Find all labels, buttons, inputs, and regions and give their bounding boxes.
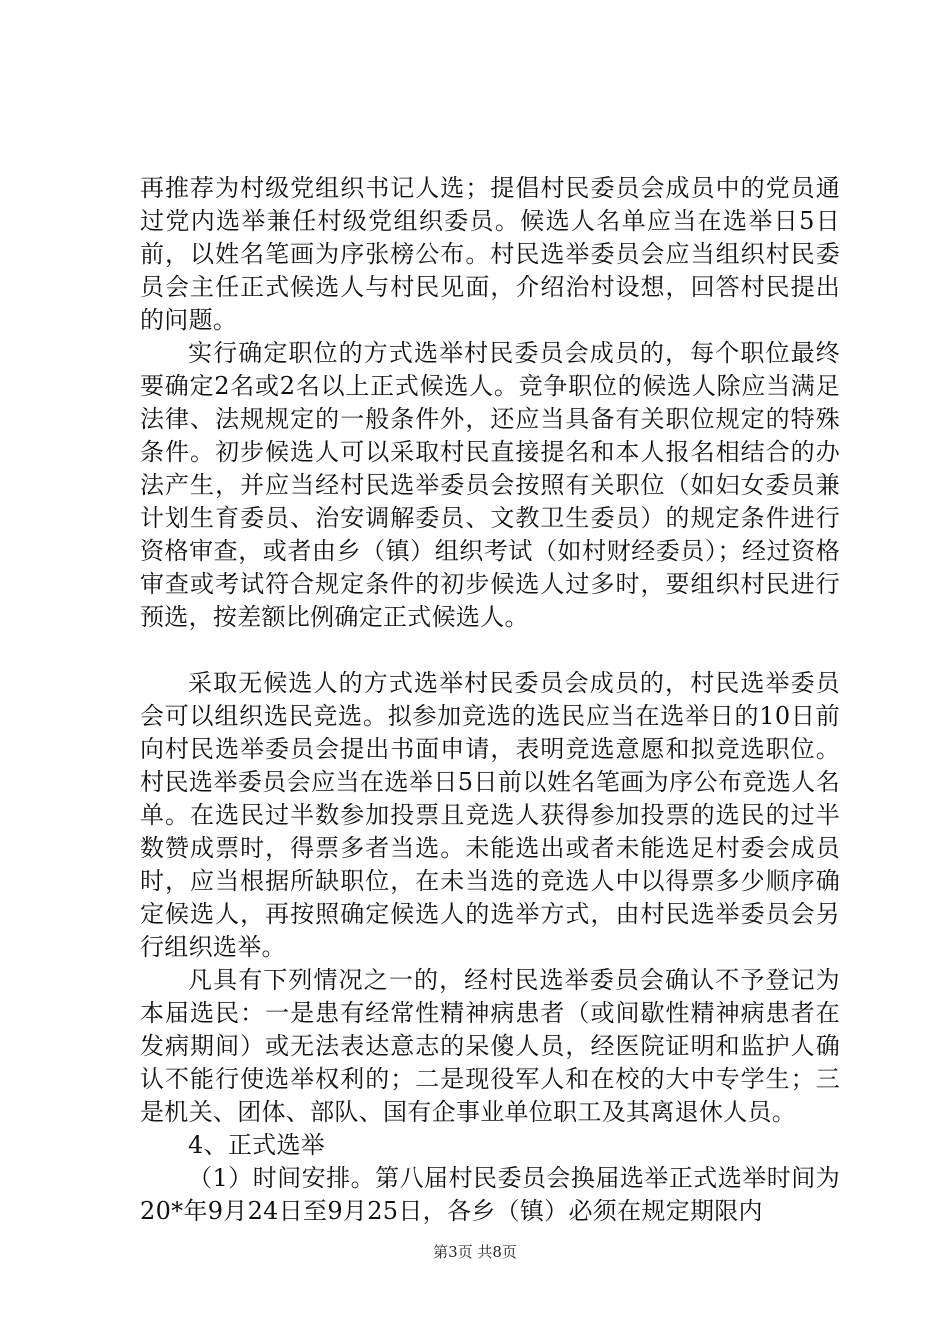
section-heading-formal-election: 4、正式选举	[188, 1131, 326, 1159]
paragraph-fixed-positions: 实行确定职位的方式选举村民委员会成员的，每个职位最终要确定2名或2名以上正式候选人。竞争职位的候选人除应当满足法律、法规规定的一般条件外，还应当具备有关职位规定的特殊条件。初步候选人可以采取村民直接提名和本人报名相结合的办法产生，并应当经村民选举委员会按照有关职位（如妇女委员兼计划生育委员、治安调解委员、文教卫生委员）的规定条件进行资格审查，或者由乡（镇）组织考试（如村财经委员）；经过资格审查或考试符合规定条件的初步候选人过多时，要组织村民进行预选，按差额比例确定正式候选人。	[140, 339, 840, 631]
paragraph-no-candidate-election: 采取无候选人的方式选举村民委员会成员的，村民选举委员会可以组织选民竞选。拟参加竞选的选民应当在选举日的10日前向村民选举委员会提出书面申请，表明竞选意愿和拟竞选职位。村民选举委员会应当在选举日5日前以姓名笔画为序公布竞选人名单。在选民过半数参加投票且竞选人获得参加投票的选民的过半数赞成票时，得票多者当选。未能选出或者未能选足村委会成员时，应当根据所缺职位，在未当选的竞选人中以得票多少顺序确定候选人，再按照确定候选人的选举方式，由村民选举委员会另行组织选举。	[140, 669, 840, 961]
paragraph-time-arrangement: （1）时间安排。第八届村民委员会换届选举正式选举时间为20*年9月24日至9月25日，各乡（镇）必须在规定期限内	[140, 1164, 840, 1225]
page-number-footer: 第3页 共8页	[433, 1243, 517, 1261]
paragraph-candidate-list: 再推荐为村级党组织书记人选；提倡村民委员会成员中的党员通过党内选举兼任村级党组织委员。候选人名单应当在选举日5日前，以姓名笔画为序张榜公布。村民选举委员会应当组织村民委员会主任正式候选人与村民见面，介绍治村设想，回答村民提出的问题。	[140, 174, 840, 334]
paragraph-voter-exclusions: 凡具有下列情况之一的，经村民选举委员会确认不予登记为本届选民：一是患有经常性精神病患者（或间歇性精神病患者在发病期间）或无法表达意志的呆傻人员，经医院证明和监护人确认不能行使选举权利的；二是现役军人和在校的大中专学生；三是机关、团体、部队、国有企事业单位职工及其离退休人员。	[140, 966, 840, 1126]
document-body	[140, 172, 840, 1228]
